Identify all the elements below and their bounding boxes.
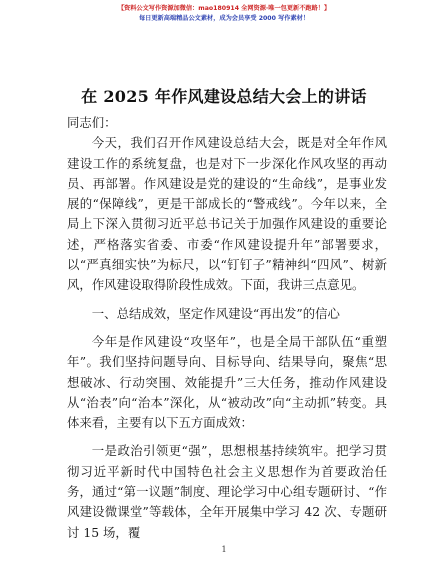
banner-line-2: 每日更新高端精品公文素材，成为会员享受 2000 写作素材！ (138, 15, 310, 22)
paragraph-achievements: 今年是作风建设“攻坚年”，也是全局干部队伍“重塑年”。我们坚持问题导向、目标导向、结果导向，聚焦“思想破冰、行动突围、效能提升”三大任务，推动作风建设从“治表”向“治本”深化，从“被动改”向“主动抓”转变。具体来看，主要有以下五方面成效： (67, 333, 387, 431)
banner-line-1: 【资料公文写作资源加微信：mao180914 全网资源·唯一包更新不跑路！】 (117, 5, 331, 12)
promo-banner (0, 4, 448, 24)
paragraph-political-guidance: 一是政治引领更“强”，思想根基持续筑牢。把学习贯彻习近平新时代中国特色社会主义思想作为首要政治任务，通过“第一议题”制度、理论学习中心组专题研讨、“作风建设微课堂”等载体，全年开展集中学习 42 次、专题研讨 15 场，覆 (67, 443, 387, 540)
section-heading: 一、总结成效，坚定作风建设“再出发”的信心 (91, 305, 340, 321)
salutation: 同志们： (67, 115, 117, 130)
paragraph-opening: 今天，我们召开作风建设总结大会，既是对全年作风建设工作的系统复盘，也是对下一步深化作风攻坚的再动员、再部署。作风建设是党的建设的“生命线”，是事业发展的“保障线”，更是干部成长的“警戒线”。今年以来，全局上下深入贯彻习近平总书记关于加强作风建设的重要论述，严格落实省委、市委“作风建设提升年”部署要求，以“严真细实快”为标尺，以“钉钉子”精神纠“四风”、树新风，作风建设取得阶段性成效。下面，我讲三点意见。 (67, 135, 387, 293)
document-title: 在 2025 年作风建设总结大会上的讲话 (81, 87, 367, 106)
page-number: 1 (221, 545, 227, 554)
document-body (67, 113, 387, 543)
